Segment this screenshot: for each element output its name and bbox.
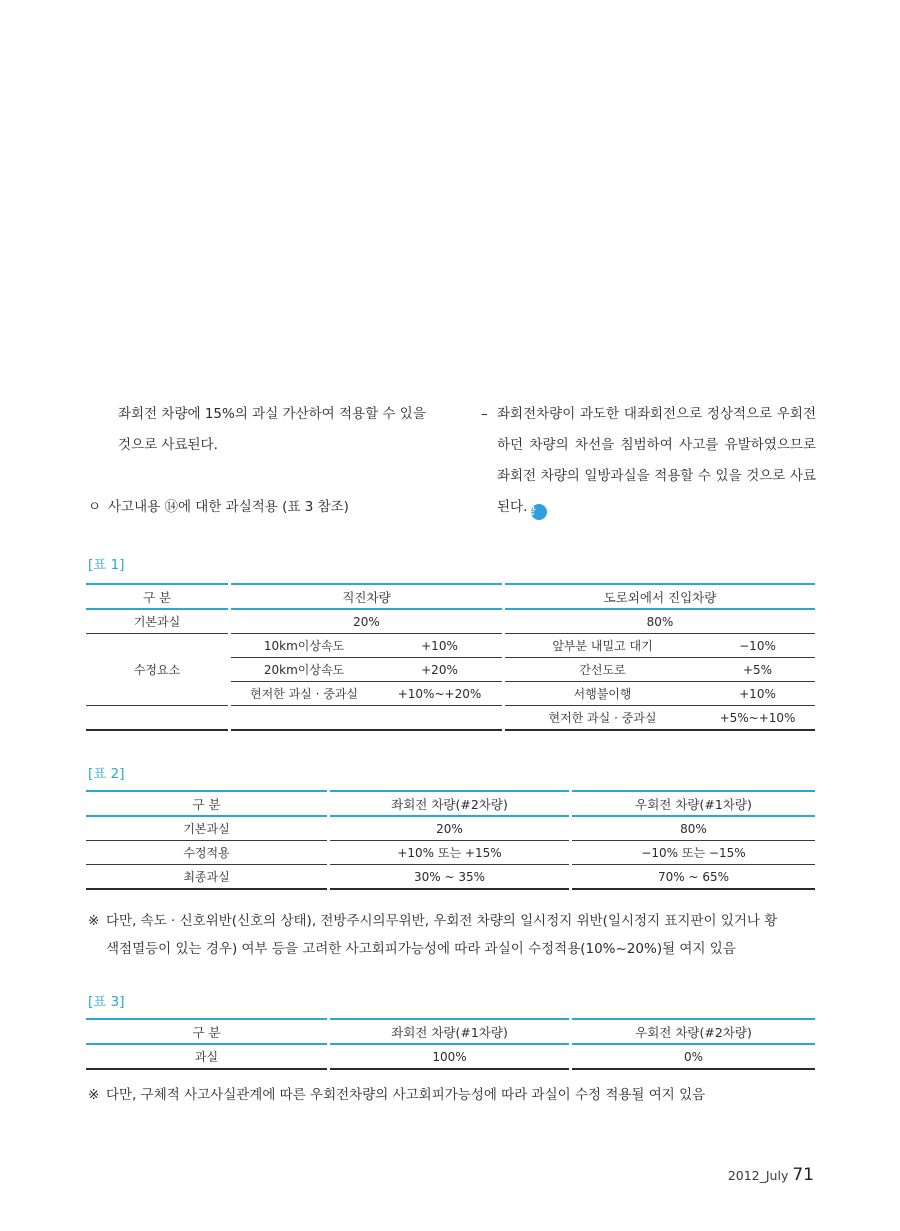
table-row	[86, 841, 815, 865]
table-cell: −10% 또는 −15%	[572, 841, 815, 865]
note-2-text: 다만, 구체적 사고사실관계에 따른 우회전차량의 사고회피가능성에 따라 과실이 수정 적용될 여지 있음	[106, 1087, 706, 1103]
note-mark: ※	[88, 1087, 100, 1103]
table-cell: +10%	[377, 634, 502, 658]
note-1	[88, 907, 818, 963]
table-cell: 수정적용	[86, 841, 327, 865]
table1-header-category: 구 분	[86, 583, 228, 610]
table-cell: +10% 또는 +15%	[330, 841, 569, 865]
table-cell: 0%	[572, 1045, 815, 1070]
table2-header-left-turn: 좌회전 차량(#2차량)	[330, 790, 569, 817]
table-row	[86, 634, 815, 658]
bullet-text: 사고내용 ⑭에 대한 과실적용 (표 3 참조)	[108, 499, 349, 515]
issue-label: 2012_July	[727, 1168, 789, 1183]
table-cell: 20km이상속도	[231, 658, 377, 682]
table3-header-right-turn: 우회전 차량(#2차량)	[572, 1018, 815, 1045]
table1-basic-label: 기본과실	[86, 610, 228, 634]
right-paragraph	[481, 399, 816, 523]
table-cell: 과실	[86, 1045, 327, 1070]
table1-adjust-label: 수정요소	[86, 634, 228, 706]
table-cell: 100%	[330, 1045, 569, 1070]
table2-caption: [표 2]	[88, 766, 125, 782]
table-cell: 간선도로	[505, 658, 700, 682]
table-cell: 30% ~ 35%	[330, 865, 569, 890]
table-cell: 70% ~ 65%	[572, 865, 815, 890]
note-mark: ※	[88, 913, 100, 929]
table2-header-category: 구 분	[86, 790, 327, 817]
table1-caption: [표 1]	[88, 557, 125, 573]
table-cell: 현저한 과실 · 중과실	[505, 706, 700, 731]
table1-basic-straight: 20%	[231, 610, 502, 634]
note-1-line-1: 다만, 속도 · 신호위반(신호의 상태), 전방주시의무위반, 우회전 차량의 일시정지 위반(일시정지 표지판이 있거나 황	[106, 913, 778, 929]
table-cell: 기본과실	[86, 817, 327, 841]
table-cell: 최종과실	[86, 865, 327, 890]
table-cell: +5%~+10%	[700, 706, 815, 731]
table-row	[86, 865, 815, 890]
right-text: 좌회전차량이 과도한 대좌회전으로 정상적으로 우회전하던 차량의 차선을 침범하여 사고를 유발하였으므로 좌회전 차량의 일방과실을 적용할 수 있을 것으로 사료된다.	[497, 406, 816, 515]
left-column	[88, 399, 448, 523]
note-1-line-2: 색점멸등이 있는 경우) 여부 등을 고려한 사고회피가능성에 따라 과실이 수정적용(10%~20%)될 여지 있음	[106, 941, 736, 957]
table-cell: 서행불이행	[505, 682, 700, 706]
table3	[86, 1018, 815, 1070]
table-cell: +5%	[700, 658, 815, 682]
left-line-1: 좌회전 차량에 15%의 과실 가산하여 적용할 수 있을	[118, 406, 426, 422]
dash-mark: –	[481, 406, 488, 422]
table1-header-straight: 직진차량	[231, 583, 502, 610]
end-mark-icon: 끝	[531, 504, 547, 520]
page-number: 71	[792, 1165, 814, 1185]
left-line-2: 것으로 사료된다.	[118, 437, 218, 453]
table-cell	[231, 706, 377, 731]
table-cell	[377, 706, 502, 731]
table1-basic-entering: 80%	[505, 610, 815, 634]
table-cell	[86, 706, 228, 731]
right-column	[481, 399, 816, 523]
table-cell: 10km이상속도	[231, 634, 377, 658]
table1-header-entering: 도로외에서 진입차량	[505, 583, 815, 610]
table-cell: 현저한 과실 · 중과실	[231, 682, 377, 706]
table2	[86, 790, 815, 890]
table-cell: 앞부분 내밀고 대기	[505, 634, 700, 658]
table-row	[86, 1045, 815, 1070]
table3-caption: [표 3]	[88, 994, 125, 1010]
table1	[86, 583, 815, 731]
table-cell: −10%	[700, 634, 815, 658]
table-cell: 80%	[572, 817, 815, 841]
table-cell: +10%	[700, 682, 815, 706]
table2-header-right-turn: 우회전 차량(#1차량)	[572, 790, 815, 817]
table-cell: +20%	[377, 658, 502, 682]
page-footer	[728, 1165, 814, 1185]
left-bullet	[88, 492, 448, 523]
table-row	[86, 706, 815, 731]
table-row	[86, 817, 815, 841]
table-row	[86, 610, 815, 634]
table3-header-left-turn: 좌회전 차량(#1차량)	[330, 1018, 569, 1045]
table-cell: +10%~+20%	[377, 682, 502, 706]
table-cell: 20%	[330, 817, 569, 841]
bullet-mark: ㅇ	[88, 499, 102, 515]
note-2	[88, 1081, 818, 1109]
table3-header-category: 구 분	[86, 1018, 327, 1045]
